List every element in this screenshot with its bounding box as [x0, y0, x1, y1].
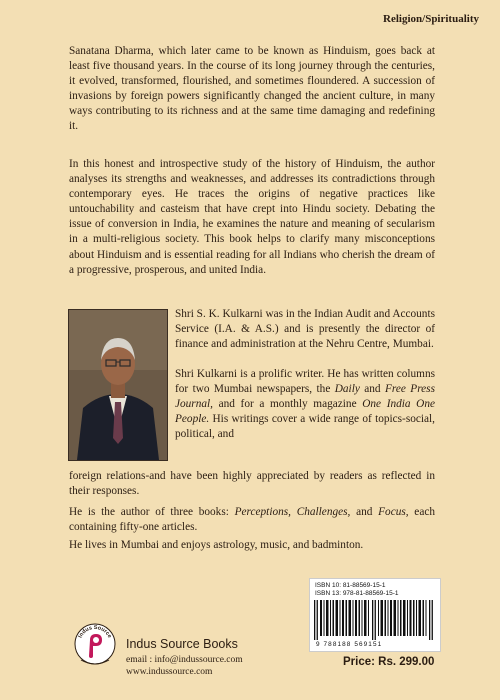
- description-paragraph-2: In this honest and introspective study of the history of Hinduism, the author analyses its strengths and weaknesses, and addresses its contradictions through contemporary eyes. He traces the origins of negative practices like untouchability and casteism that have crept into Hindu society. Debating the issue of conversion in India, he examines the nature and meaning of secularism in a multi-religious society. This book helps to clarify many misconceptions about Hinduism and is essential reading for all Indians who cherish the dream of a progressive, prosperous, and united India.: [69, 158, 435, 276]
- author-writings-text-a: Shri Kulkarni is a prolific writer. He has written columns for two Mumbai newspapers, the: [175, 368, 435, 396]
- author-writings-text-d: His writings cover a wide range of topics-social, political, and: [175, 413, 435, 441]
- barcode-digits: 9 788188 569151: [316, 641, 383, 648]
- description-paragraph-1: Sanatana Dharma, which later came to be known as Hinduism, goes back at least five thousand years. In the course of its long journey through the centuries, it evolved, transformed, flourished, and sometimes floundered. A succession of invasions by foreign powers significantly changed the ancient culture, in many ways contributing to its richness and at the same time damaging and redefining it.: [69, 45, 435, 133]
- newspaper-daily: Daily: [334, 383, 360, 396]
- author-writings-paragraph: [175, 367, 435, 442]
- author-books-text-c: each containing fifty-one articles.: [69, 506, 435, 534]
- indus-source-logo: [73, 620, 117, 672]
- author-books-text-b: and: [350, 506, 379, 518]
- isbn-13: ISBN 13: 978-81-88569-15-1: [315, 590, 399, 597]
- book-titles: Perceptions, Challenges,: [234, 506, 351, 518]
- author-writings-text-c: and for a monthly magazine: [212, 398, 363, 411]
- logo-lettering: Indus Source: [77, 624, 113, 640]
- author-bio-paragraph: Shri S. K. Kulkarni was in the Indian Audit and Accounts Service (I.A. & A.S.) and is presently the director of finance and administration at the Nehru Centre, Mumbai.: [175, 308, 435, 351]
- author-hobbies-paragraph: He lives in Mumbai and enjoys astrology, music, and badminton.: [69, 539, 364, 551]
- author-writings-continued: foreign relations-and have been highly appreciated by readers as reflected in their responses.: [69, 470, 435, 498]
- author-books-paragraph: [69, 505, 435, 535]
- author-portrait-image: [69, 310, 167, 460]
- publisher-email[interactable]: email : info@indussource.com: [126, 655, 243, 665]
- publisher-name: Indus Source Books: [126, 637, 238, 651]
- publisher-website[interactable]: www.indussource.com: [126, 667, 213, 677]
- category-label: Religion/Spirituality: [383, 13, 479, 25]
- magazine-one-india-one-people: One India One People.: [175, 398, 435, 426]
- isbn-10: ISBN 10: 81-88569-15-1: [315, 582, 386, 589]
- price-label: Price: Rs. 299.00: [343, 656, 435, 668]
- book-title-focus: Focus,: [378, 506, 409, 518]
- isbn-barcode: [309, 578, 441, 652]
- newspaper-free-press-journal: Free Press Journal,: [175, 383, 435, 411]
- author-writings-text-b: and: [359, 383, 385, 396]
- barcode-bars: [314, 600, 436, 640]
- author-photo: [69, 310, 167, 460]
- author-books-text-a: He is the author of three books:: [69, 506, 235, 518]
